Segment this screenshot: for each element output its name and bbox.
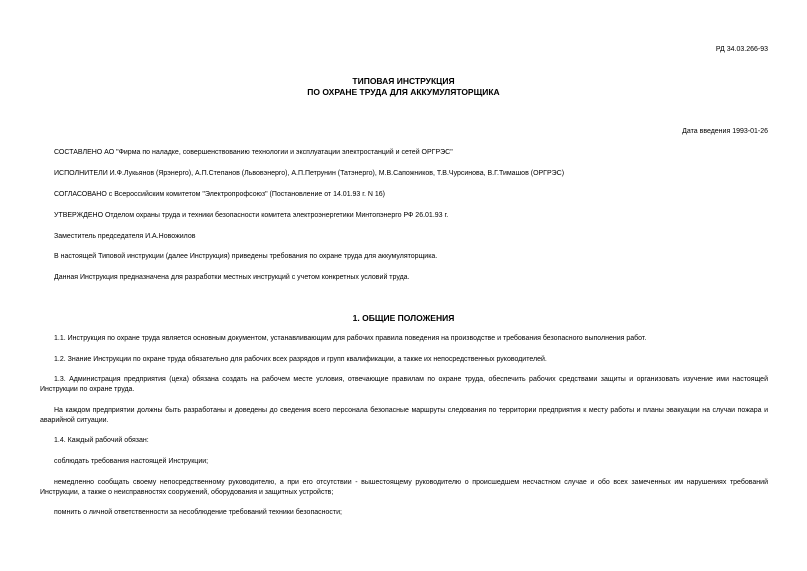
preamble-approved: УТВЕРЖДЕНО Отделом охраны труда и техники безопасности комитета электроэнергетики Минтопэнерго РФ 26.01.93 г. bbox=[54, 212, 449, 219]
introduction-date: Дата введения 1993-01-26 bbox=[682, 128, 768, 135]
title-line-2: ПО ОХРАНЕ ТРУДА ДЛЯ АККУМУЛЯТОРЩИКА bbox=[307, 87, 500, 97]
document-title bbox=[0, 76, 807, 98]
paragraph-comply: соблюдать требования настоящей Инструкции; bbox=[54, 458, 209, 465]
preamble-executors: ИСПОЛНИТЕЛИ И.Ф.Лукьянов (Ярэнерго), А.П.Степанов (Львовэнерго), А.П.Петрунин (Татэнерго), М.В.Сапожников, Т.В.Чурсинова, В.Г.Тимашов (ОРГРЭС) bbox=[54, 170, 565, 177]
title-line-1: ТИПОВАЯ ИНСТРУКЦИЯ bbox=[352, 76, 455, 86]
preamble-deputy: Заместитель председателя И.А.Новожилов bbox=[54, 233, 196, 240]
paragraph-responsibility: помнить о личной ответственности за несоблюдение требований техники безопасности; bbox=[54, 509, 342, 516]
preamble-scope: В настоящей Типовой инструкции (далее Инструкция) приведены требования по охране труда для аккумуляторщика. bbox=[54, 253, 438, 260]
paragraph-report: немедленно сообщать своему непосредственному руководителю, а при его отсутствии - вышестоящему руководителю о происшедшем несчастном случае и обо всех замеченных им нарушениях требований Инструкции, а также о неисправностях сооружений, оборудования и защитных устройств; bbox=[40, 479, 768, 496]
preamble-agreed: СОГЛАСОВАНО с Всероссийским комитетом "Электропрофсоюз" (Постановление от 14.01.93 г. N 16) bbox=[54, 191, 385, 198]
preamble-purpose: Данная Инструкция предназначена для разработки местных инструкций с учетом конкретных условий труда. bbox=[54, 274, 410, 281]
paragraph-1-1: 1.1. Инструкция по охране труда является основным документом, устанавливающим для рабочих правила поведения на производстве и требования безопасного выполнения работ. bbox=[54, 335, 647, 342]
paragraph-evacuation: На каждом предприятии должны быть разработаны и доведены до сведения всего персонала безопасные маршруты следования по территории предприятия к месту работы и планы эвакуации на случаи пожара и аварийной ситуации. bbox=[40, 407, 768, 424]
section-title: 1. ОБЩИЕ ПОЛОЖЕНИЯ bbox=[352, 313, 455, 323]
paragraph-1-3: 1.3. Администрация предприятия (цеха) обязана создать на рабочем месте условия, отвечающие правилам по охране труда, обеспечить рабочих средствами защиты и организовать изучение ими настоящей Инструкции по охране труда. bbox=[40, 376, 768, 393]
document-code: РД 34.03.266-93 bbox=[715, 46, 768, 53]
preamble-compiled: СОСТАВЛЕНО АО "Фирма по наладке, совершенствованию технологии и эксплуатации электростанций и сетей ОРГРЭС" bbox=[54, 149, 453, 156]
paragraph-1-4: 1.4. Каждый рабочий обязан: bbox=[54, 437, 149, 444]
paragraph-1-2: 1.2. Знание Инструкции по охране труда обязательно для рабочих всех разрядов и групп квалификации, а также их непосредственных руководителей. bbox=[54, 356, 547, 363]
